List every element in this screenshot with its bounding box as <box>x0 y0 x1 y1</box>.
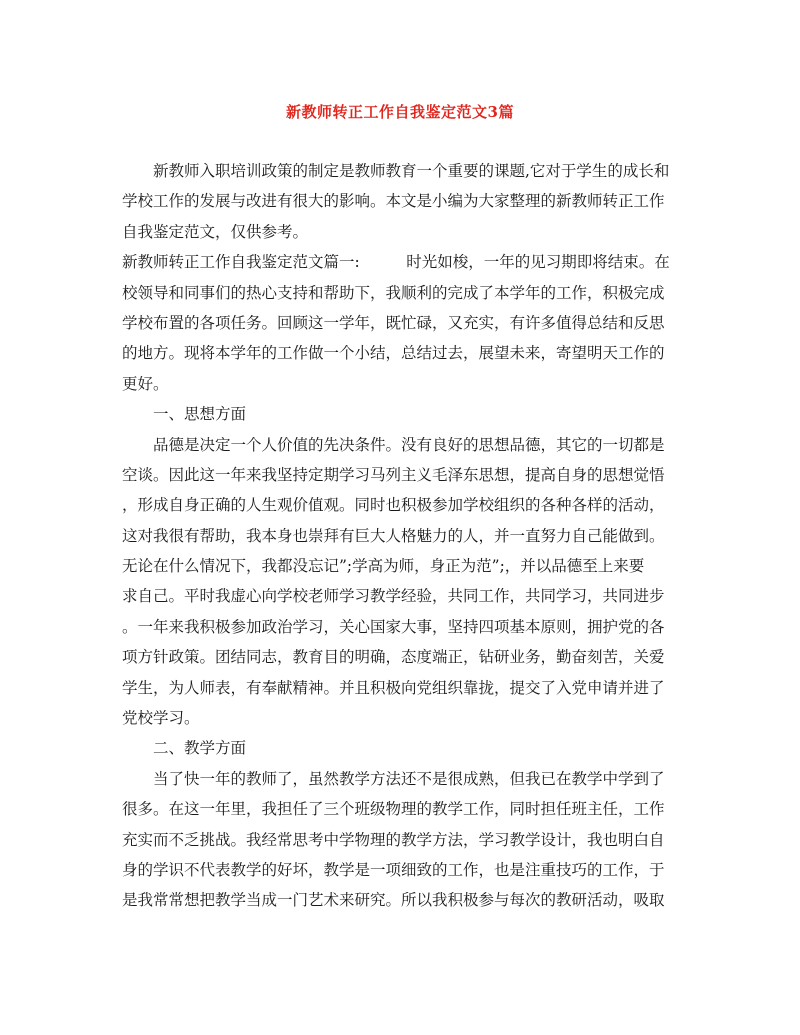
paragraph-line: 二、教学方面 <box>153 739 247 758</box>
paragraph-line: 项方针政策。团结同志，教育目的明确，态度端正，钻研业务，勤奋刻苦，关爱 <box>122 648 665 667</box>
paragraph-line: 新教师转正工作自我鉴定范文篇一: 时光如梭，一年的见习期即将结束。在 <box>122 253 670 272</box>
paragraph-line: 空谈。因此这一年来我坚持定期学习马列主义毛泽东思想，提高自身的思想觉悟 <box>122 465 665 484</box>
paragraph-line: 当了快一年的教师了，虽然教学方法还不是很成熟，但我已在教学中学到了 <box>153 769 665 788</box>
paragraph-line: 学校布置的各项任务。回顾这一学年，既忙碌，又充实，有许多值得总结和反思 <box>122 313 665 332</box>
document-title: 新教师转正工作自我鉴定范文3篇 <box>286 103 514 121</box>
paragraph-line: 充实而不乏挑战。我经常思考中学物理的教学方法，学习教学设计，我也明白自 <box>122 830 665 849</box>
paragraph-line: 很多。在这一年里，我担任了三个班级物理的教学工作，同时担任班主任，工作 <box>122 800 665 819</box>
paragraph-line: 更好。 <box>122 374 169 393</box>
paragraph-line: 校领导和同事们的热心支持和帮助下，我顺利的完成了本学年的工作，积极完成 <box>122 283 665 302</box>
paragraph-line: 身的学识不代表教学的好坏，教学是一项细致的工作，也是注重技巧的工作，于 <box>122 860 665 879</box>
paragraph-line: 这对我很有帮助，我本身也崇拜有巨大人格魅力的人，并一直努力自己能做到。 <box>122 526 665 545</box>
paragraph-line: 学校工作的发展与改进有很大的影响。本文是小编为大家整理的新教师转正工作 <box>122 192 665 211</box>
paragraph-line: 自我鉴定范文，仅供参考。 <box>122 222 309 241</box>
paragraph-line: 无论在什么情况下，我都没忘记”;学高为师，身正为范”;，并以品德至上来要 <box>122 557 645 576</box>
paragraph-line: ，形成自身正确的人生观价值观。同时也积极参加学校组织的各种各样的活动， <box>122 496 665 515</box>
paragraph-line: 学生，为人师表，有奉献精神。并且积极向党组织靠拢，提交了入党申请并进了 <box>122 678 665 697</box>
paragraph-line: 党校学习。 <box>122 709 200 728</box>
paragraph-line: 新教师入职培训政策的制定是教师教育一个重要的课题,它对于学生的成长和 <box>153 162 670 180</box>
paragraph-line: 的地方。现将本学年的工作做一个小结，总结过去，展望未来，寄望明天工作的 <box>122 344 665 363</box>
paragraph-line: 。一年来我积极参加政治学习，关心国家大事，坚持四项基本原则，拥护党的各 <box>122 617 665 636</box>
document-body <box>122 156 682 916</box>
paragraph-line: 是我常常想把教学当成一门艺术来研究。所以我积极参与每次的教研活动，吸取 <box>122 891 665 910</box>
paragraph-line: 求自己。平时我虚心向学校老师学习教学经验，共同工作，共同学习，共同进步 <box>122 587 665 606</box>
paragraph-line: 一、思想方面 <box>153 405 247 424</box>
paragraph-line: 品德是决定一个人价值的先决条件。没有良好的思想品德，其它的一切都是 <box>153 435 665 454</box>
